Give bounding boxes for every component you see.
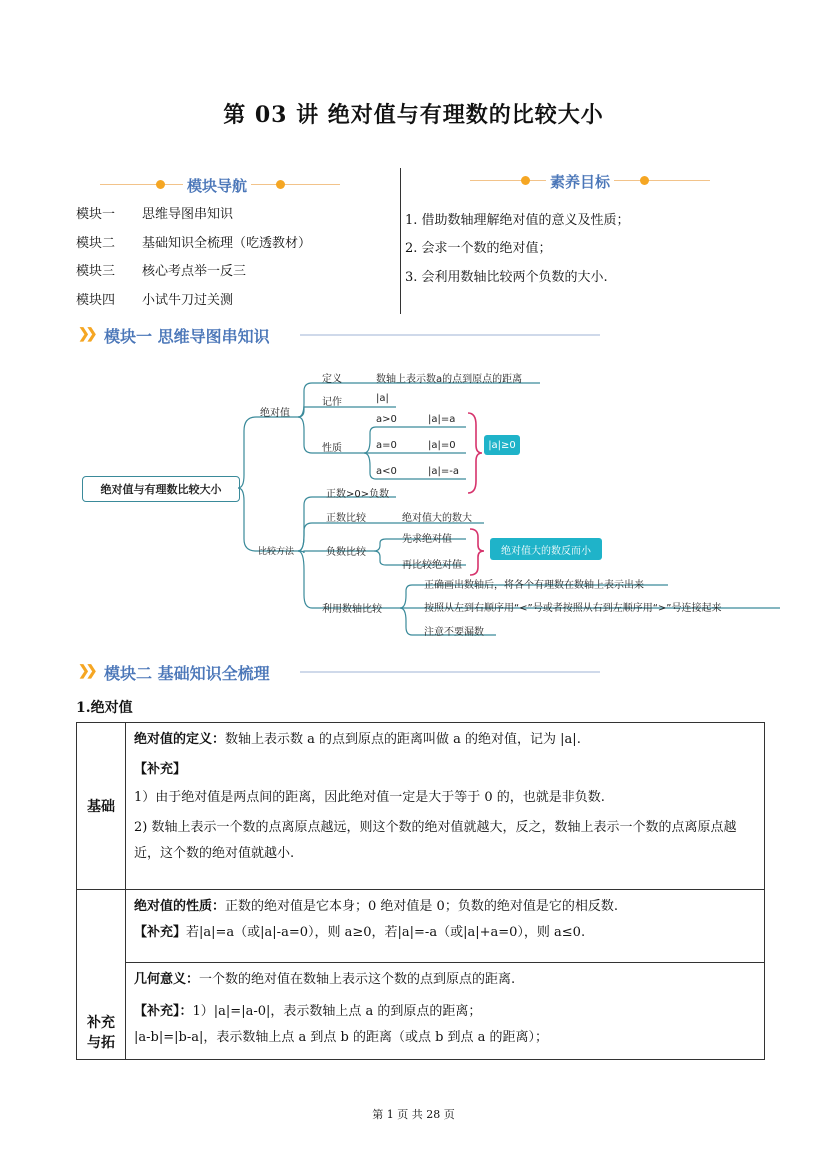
supp-item: 1）由于绝对值是两点间的距离，因此绝对值一定是大于等于 0 的，也就是非负数. [134,790,605,805]
nav-item-text: 思维导图串知识 [142,207,234,222]
prop-supp-text: 若|a|=a（或|a|-a=0），则 a≥0，若|a|=-a（或|a|+a=0），则 a≤0. [186,925,586,940]
dot-icon [276,180,285,189]
mindmap-neg-label: 负数比较 [326,547,366,558]
nav-item-text: 小试牛刀过关测 [142,293,234,308]
row-side-label [77,890,126,1060]
module1-line [300,334,600,336]
table-row [77,890,765,963]
table-cell [126,723,765,890]
mindmap-pos-label: 正数比较 [326,513,366,524]
nav-item-key: 模块四 [76,293,116,308]
table-row [77,963,765,1060]
geo-label: 几何意义： [134,972,200,987]
dot-icon [640,176,649,185]
chevron-right-icon: ❯❯ [78,663,94,679]
mindmap-notation-label: 记作 [322,397,342,408]
geo-supp-item: |a-b|=|b-a|，表示数轴上点 a 到点 b 的距离（或点 b 到点 a 的距离）； [134,1030,549,1045]
row-side-text: 补充与拓 [87,1015,115,1051]
mindmap-abs-label: 绝对值 [260,408,290,419]
geo-meaning [134,967,756,993]
module2-title: 模块二 基础知识全梳理 [104,664,270,683]
mindmap-compare-label: 比较方法 [258,547,295,557]
supp-item: 2) 数轴上表示一个数的点离原点越远，则这个数的绝对值就越大，反之，数轴上表示一个数的点离原点越近，这个数的绝对值就越小. [134,820,737,861]
geo-text: 一个数的绝对值在数轴上表示这个数的点到原点的距离. [199,972,516,987]
prop-text: 正数的绝对值是它本身；0 绝对值是 0；负数的绝对值是它的相反数. [225,899,618,914]
geo-supp-label: 【补充】： [134,1004,193,1019]
mindmap-axis-step: 按照从左到右顺序用“<”号或者按照从右到左顺序用“>”号连接起来 [424,603,722,614]
column-divider [400,168,401,314]
supp-label: 【补充】 [134,762,187,777]
mindmap-prop-label: 性质 [322,443,342,454]
geo-supplement [134,999,756,1025]
nav-item-text: 基础知识全梳理（吃透教材） [142,236,312,251]
knowledge-table [76,722,765,1060]
row-side-label: 基础 [77,723,126,890]
nav-item-key: 模块二 [76,236,116,251]
mindmap-axis-step: 注意不要漏数 [424,627,484,638]
mindmap-axis-step: 正确画出数轴后，将各个有理数在数轴上表示出来 [424,580,644,591]
goal-item: 3. 会利用数轴比较两个负数的大小. [405,270,608,285]
nav-item[interactable] [76,203,233,222]
mindmap-neg-result: 绝对值大的数反而小 [490,538,602,560]
mindmap-pos-text: 绝对值大的数大 [402,513,472,524]
abs-definition [134,727,756,753]
prop-label: 绝对值的性质： [134,899,226,914]
dot-icon [156,180,165,189]
mindmap-case-val: |a|=0 [428,440,456,451]
mindmap-notation-text: |a| [376,393,389,404]
nav-item-key: 模块一 [76,207,116,222]
nav-item[interactable] [76,289,233,308]
goals-heading: 素养目标 [546,171,614,192]
mindmap-case-cond: a>0 [376,414,397,425]
section-heading: 1.绝对值 [76,700,133,716]
mindmap-case-cond: a=0 [376,440,397,451]
mindmap-case-val: |a|=a [428,414,456,425]
module2-line [300,671,600,673]
nav-heading: 模块导航 [183,175,251,196]
prop-supplement [134,920,756,946]
mindmap-root: 绝对值与有理数比较大小 [82,476,240,502]
table-cell [126,963,765,1060]
page-title: 第 03 讲 绝对值与有理数的比较大小 [223,102,604,128]
def-label: 绝对值的定义： [134,732,226,747]
goal-item: 2. 会求一个数的绝对值； [405,241,552,256]
nav-item-text: 核心考点举一反三 [142,264,247,279]
geo-supp-text: 1）|a|=|a-0|，表示数轴上点 a 的到原点的距离； [192,1004,482,1019]
nav-item[interactable] [76,232,311,251]
mindmap-axis-label: 利用数轴比较 [322,604,382,615]
mindmap-def-text: 数轴上表示数a的点到原点的距离 [376,374,523,385]
mindmap-def-label: 定义 [322,374,342,385]
mindmap-case-cond: a<0 [376,466,397,477]
abs-property [134,894,756,920]
prop-supp-label: 【补充】 [134,925,187,940]
table-row [77,723,765,890]
def-text: 数轴上表示数 a 的点到原点的距离叫做 a 的绝对值，记为 |a|. [225,732,581,747]
table-cell [126,890,765,963]
mindmap-neg-step: 先求绝对值 [402,534,452,545]
mindmap-neg-step: 再比较绝对值 [402,560,462,571]
nav-item[interactable] [76,260,246,279]
module1-title: 模块一 思维导图串知识 [104,327,270,346]
chevron-right-icon: ❯❯ [78,326,94,342]
mindmap-abs-result: |a|≥0 [484,435,520,455]
mindmap-rule1: 正数>0>负数 [326,489,390,500]
mindmap-case-val: |a|=-a [428,466,459,477]
dot-icon [521,176,530,185]
page-footer: 第 1 页 共 28 页 [372,1108,455,1121]
nav-item-key: 模块三 [76,264,116,279]
goal-item: 1. 借助数轴理解绝对值的意义及性质； [405,213,630,228]
